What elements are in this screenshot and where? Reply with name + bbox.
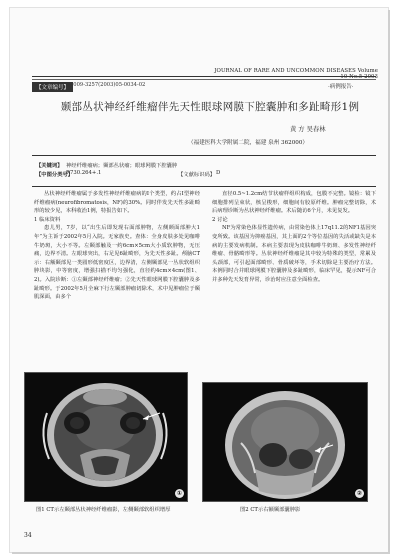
header-rule [32,76,376,77]
figure-2-ct-image [202,382,368,502]
article-title: 颞部丛状神经纤维瘤伴先天性眼球网膜下腔囊肿和多趾畸形1例 [60,101,360,113]
case-paragraph: 患儿男，7岁，以“出生后即发现右面部肿物，左侧颜面部肿大1年”为主诉于2002年5月入院。无家族史。查体：全身皮肤多处见咖啡牛奶斑，大小不等。左颞部触及一约6cm×5cm大小质软肿物，无压痛，边界不清。左眼球突出，右足见6趾畸形，为先天性多趾。颅脑CT示：右额颞部见一类圆形低密度区，边界清，左侧颞部见一丛状软组织肿块影，中等密度，增强扫描不均匀强化，直径约4cm×4cm(图1、2)。入院诊断：①左颞部神经纤维瘤；②先天性眼球网膜下腔囊肿及多趾畸形。于2002年5月全麻下行左颞部肿瘤切除术，术中见肿瘤位于颞肌深面，由多个 [34,225,200,301]
left-column [34,190,200,380]
ct-scan-2-drawing [203,383,367,501]
keywords-label: 【关键词】 [36,163,63,169]
authors: 黄 方 吴春林 [290,126,326,133]
ct-scan-1-drawing [25,373,187,501]
doc-id-label: 【文献标识码】 [178,172,216,178]
page-number: 34 [24,532,32,539]
figure-1-caption: 图1 CT示左颞部丛状神经纤维瘤影，左侧颞部软组织增厚 [36,507,171,513]
doc-number: 1009-3257(2003)05-0034-02 [70,82,146,88]
section-tag: ·病例报告· [328,84,354,90]
intro-paragraph: 丛状神经纤维瘤属于多发性神经纤维瘤病的Ⅰ个类型，约占Ⅰ型神经纤维瘤病(neurofibromatosis，NF)的30%。同时伴发先天性多趾畸形的较少见，本科收治1例，特报告如下。 [34,191,200,215]
pathology-paragraph: 直径0.5~1.2cm结节状瘤样组织构成，包膜不完整。镜检：镜下细胞排列呈束状，核呈梭形，细胞间有胶原纤维。肿瘤完整切除，术后病理诊断为丛状神经纤维瘤。术后随访6个月，未见复发。 [212,191,376,215]
figure-2-caption: 图2 CT示右额颞部囊肿影 [240,507,301,513]
journal-header: JOURNAL OF RARE AND UNCOMMON DISEASES Volume 10 No.5 2003 [214,68,378,80]
header-rule-thin [32,79,376,80]
discussion-paragraph: NF为常染色体显性遗传病，由常染色体上17q11.2的NF1基因突变所致。该基因为抑癌基因，其上面的2个等位基因的失活或缺失是本病的主要发病机制。本病主要表现为皮肤咖啡牛奶斑、多发性神经纤维瘤、骨骼畸形等。丛状神经纤维瘤是其中较为特殊的类型，常累及头颈部，可引起面部畸形、骨质破坏等，手术切除是主要治疗方法。本例同时合并眼球网膜下腔囊肿及多趾畸形，临床罕见，提示NF可合并多种先天发育异常，诊治时应注意全面检查。 [212,225,376,283]
affiliation: （福建医科大学附属二院，福建 泉州 362000） [188,140,309,146]
section-heading-discussion: 2 讨论 [212,216,228,223]
doc-number-tag: 【文章编号】 [32,82,73,92]
doc-id: D [216,170,221,176]
classification-label: 【中图分类号】 [36,172,74,178]
section-heading-clinical: 1 临床资料 [34,216,61,223]
classification-code: R730.264+.1 [66,170,102,176]
figure-1-ct-image [24,372,188,502]
figure-2-marker: ② [356,490,363,497]
right-column [212,190,376,390]
figure-1-marker: ① [176,490,183,497]
keywords: 神经纤维瘤病；颞部丛状瘤；眼球网膜下腔囊肿 [66,163,178,169]
